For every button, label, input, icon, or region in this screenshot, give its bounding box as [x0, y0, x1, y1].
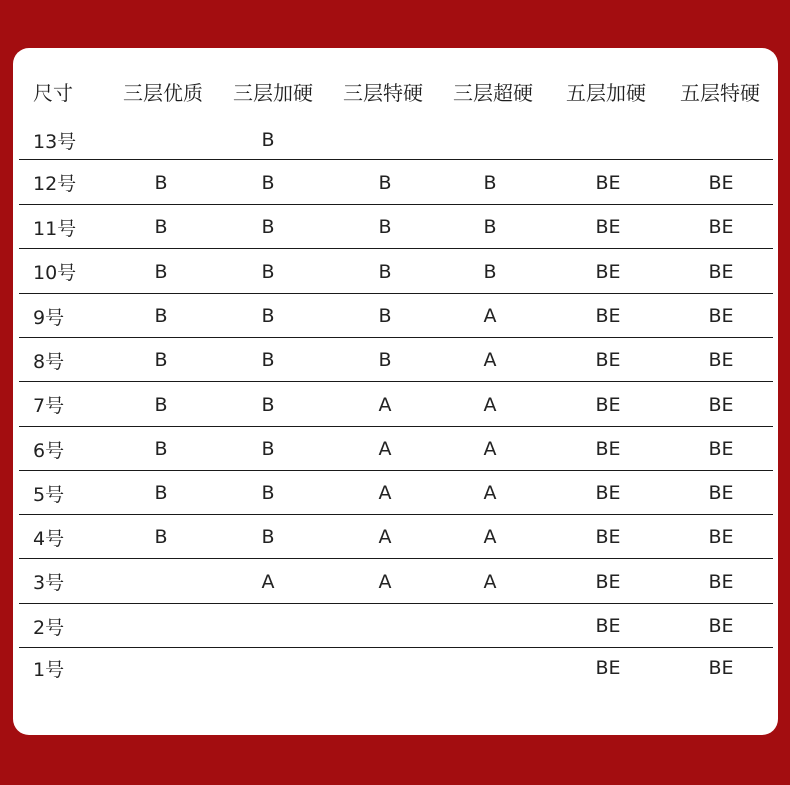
grade-cell	[440, 648, 540, 688]
grade-cell: BE	[708, 438, 734, 460]
grade-cell	[671, 120, 771, 160]
grade-cell: B	[154, 216, 168, 238]
grade-cell: BE	[708, 393, 734, 416]
grade-cell: BE	[595, 570, 621, 593]
grade-cell: B	[261, 482, 275, 504]
table-row	[13, 604, 778, 648]
size-cell: 4号	[33, 527, 65, 550]
grade-cell	[440, 604, 540, 648]
grade-cell: B	[261, 216, 275, 238]
grade-cell: B	[483, 216, 497, 238]
grade-cell: B	[378, 216, 392, 238]
grade-cell: B	[378, 260, 392, 283]
grade-cell: B	[261, 393, 275, 416]
header-3ply-extra: 三层特硬	[343, 80, 423, 105]
size-table-card	[13, 48, 778, 735]
grade-cell: BE	[595, 657, 621, 679]
grade-cell	[335, 604, 435, 648]
grade-cell: A	[378, 570, 392, 593]
grade-cell: BE	[595, 349, 621, 371]
header-size: 尺寸	[33, 80, 73, 105]
grade-cell	[335, 120, 435, 160]
grade-cell: B	[154, 349, 168, 371]
grade-cell: A	[261, 570, 275, 593]
grade-cell: B	[154, 171, 168, 194]
grade-cell: B	[261, 305, 275, 327]
grade-cell: BE	[595, 615, 621, 637]
grade-cell: BE	[708, 171, 734, 194]
grade-cell: B	[483, 260, 497, 283]
grade-cell	[335, 648, 435, 688]
size-cell: 13号	[33, 130, 77, 153]
table-row	[13, 294, 778, 338]
size-cell: 5号	[33, 483, 65, 506]
header-5ply-extra: 五层特硬	[680, 80, 760, 105]
grade-cell: A	[483, 570, 497, 593]
size-cell: 7号	[33, 395, 65, 417]
grade-cell: A	[378, 526, 392, 548]
grade-cell: BE	[595, 305, 621, 327]
grade-cell: BE	[595, 171, 621, 194]
grade-cell: BE	[595, 216, 621, 238]
table-row	[13, 338, 778, 382]
table-row	[13, 427, 778, 471]
table-row	[13, 160, 778, 205]
grade-cell	[111, 648, 211, 688]
table-row	[13, 382, 778, 427]
grade-cell: BE	[595, 526, 621, 548]
grade-cell: A	[483, 393, 497, 416]
grade-cell	[218, 604, 318, 648]
table-row	[13, 648, 778, 688]
table-row	[13, 471, 778, 515]
header-3ply-quality: 三层优质	[123, 80, 203, 105]
grade-cell: A	[378, 482, 392, 504]
grade-cell: B	[154, 526, 168, 548]
grade-cell: BE	[595, 482, 621, 504]
grade-cell	[111, 604, 211, 648]
grade-cell	[558, 120, 658, 160]
grade-cell: B	[261, 438, 275, 460]
grade-cell: B	[483, 171, 497, 194]
grade-cell: BE	[708, 526, 734, 548]
size-cell: 2号	[33, 616, 65, 639]
header-3ply-super: 三层超硬	[453, 80, 533, 105]
size-cell: 9号	[33, 306, 65, 329]
table-row	[13, 120, 778, 160]
header-5ply-hard: 五层加硬	[566, 80, 646, 105]
table-row	[13, 249, 778, 294]
grade-cell: BE	[708, 260, 734, 283]
grade-cell: B	[261, 129, 275, 151]
header-3ply-hard: 三层加硬	[233, 80, 313, 105]
grade-cell: A	[483, 305, 497, 327]
grade-cell	[440, 120, 540, 160]
grade-cell: B	[378, 171, 392, 194]
grade-cell: B	[154, 438, 168, 460]
grade-cell: B	[154, 482, 168, 504]
grade-cell: BE	[708, 615, 734, 637]
grade-cell: A	[378, 438, 392, 460]
size-cell: 6号	[33, 439, 65, 462]
grade-cell: B	[154, 260, 168, 283]
grade-cell	[111, 120, 211, 160]
grade-cell: B	[154, 393, 168, 416]
grade-cell: BE	[708, 657, 734, 679]
size-cell: 11号	[33, 217, 77, 240]
size-cell: 12号	[33, 173, 77, 195]
table-row	[13, 515, 778, 559]
size-cell: 3号	[33, 572, 65, 594]
grade-cell: B	[378, 349, 392, 371]
grade-cell: BE	[595, 438, 621, 460]
grade-cell: A	[378, 393, 392, 416]
grade-cell: B	[261, 526, 275, 548]
size-cell: 1号	[33, 658, 65, 681]
grade-cell: BE	[595, 260, 621, 283]
grade-cell: BE	[708, 570, 734, 593]
grade-cell: A	[483, 482, 497, 504]
table-row	[13, 559, 778, 604]
grade-cell	[218, 648, 318, 688]
grade-cell	[111, 559, 211, 604]
grade-cell: B	[261, 260, 275, 283]
grade-cell: B	[154, 305, 168, 327]
grade-cell: BE	[708, 349, 734, 371]
size-cell: 8号	[33, 350, 65, 373]
grade-cell: B	[261, 171, 275, 194]
grade-cell: B	[261, 349, 275, 371]
grade-cell: B	[378, 305, 392, 327]
grade-cell: A	[483, 438, 497, 460]
grade-cell: A	[483, 349, 497, 371]
grade-cell: BE	[708, 482, 734, 504]
grade-cell: A	[483, 526, 497, 548]
table-row	[13, 205, 778, 249]
grade-cell: BE	[708, 305, 734, 327]
grade-cell: BE	[708, 216, 734, 238]
grade-cell: BE	[595, 393, 621, 416]
size-cell: 10号	[33, 262, 77, 284]
